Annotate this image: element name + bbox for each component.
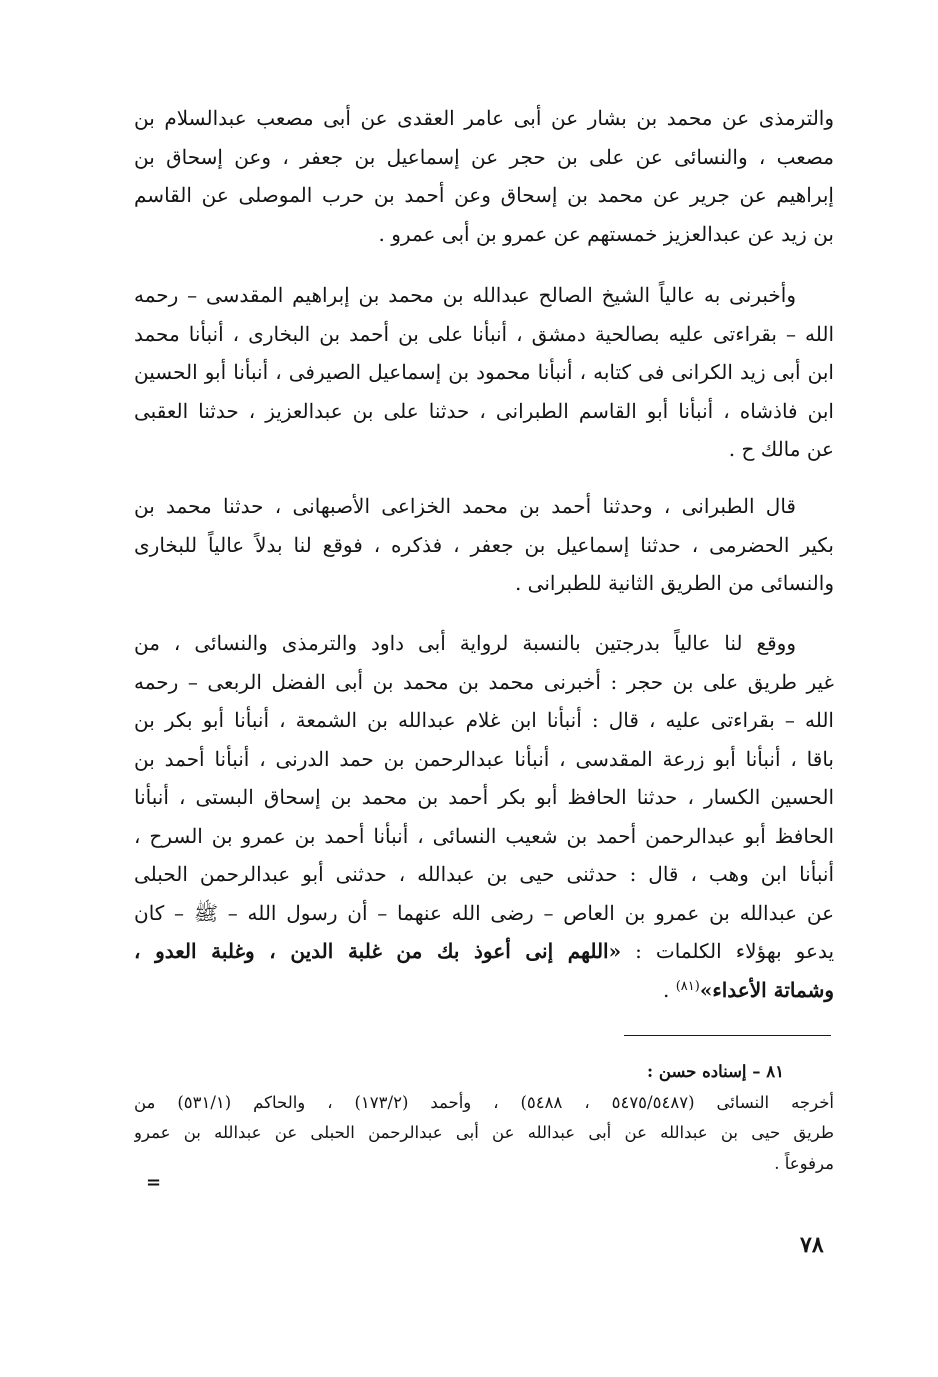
footnote-heading: ٨١ – إسناده حسن : xyxy=(647,1062,784,1081)
footnote-continuation-mark: = xyxy=(146,1172,162,1193)
text-line: وشماتة الأعداء»$^{(٨١)}$ . xyxy=(662,977,834,1002)
text-line: والترمذى عن محمد بن بشار عن أبى عامر العقدى عن أبى مصعب عبدالسلام بن xyxy=(134,106,834,130)
text-line: باقا ، أنبأنا أبو زرعة المقدسى ، أنبأنا عبدالرحمن بن حمد الدرنى ، أنبأنا أحمد بن xyxy=(134,746,834,771)
text-run: يدعو بهؤلاء الكلمات : xyxy=(635,939,834,963)
text-line: وأخبرنى به عالياً الشيخ الصالح عبدالله بن محمد بن إبراهيم المقدسى – رحمه xyxy=(134,283,796,307)
text-line: الحسين الكسار ، حدثنا الحافظ أبو بكر أحمد بن محمد بن إسحاق البستى ، أنبأنا xyxy=(134,785,834,809)
text-line: ابن أبى زيد الكرانى فى كتابه ، أنبأنا محمود بن إسماعيل الصيرفى ، أنبأنا أبو الحسين xyxy=(134,360,834,384)
text-line: أنبأنا ابن وهب ، قال : حدثنى حيى بن عبدالله ، حدثنى أبو عبدالرحمن الحبلى xyxy=(134,862,834,886)
text-line: مصعب ، والنسائى عن على بن حجر عن إسماعيل بن جعفر ، وعن إسحاق بن xyxy=(134,144,834,169)
text-line: غير طريق على بن حجر : أخبرنى محمد بن محمد بن أبى الفضل الربعى – رحمه xyxy=(134,669,834,694)
footnote-divider xyxy=(624,1035,831,1036)
text-line: عن مالك ح . xyxy=(728,437,834,461)
text-line: ووقع لنا عالياً بدرجتين بالنسبة لرواية أبى داود والترمذى والنسائى ، من xyxy=(134,631,796,655)
page-number: ٧٨ xyxy=(800,1232,824,1258)
text-line: الحافظ أبو عبدالرحمن أحمد بن شعيب النسائى ، أنبأنا أحمد بن عمرو بن السرح ، xyxy=(134,823,834,848)
hadith-quote-end: وشماتة الأعداء» xyxy=(699,977,834,1002)
paragraph-2 xyxy=(134,276,834,469)
footnote-line: طريق حيى بن عبدالله عن أبى عبدالله عن أبى عبدالرحمن الحبلى عن عبدالله بن عمرو xyxy=(134,1123,834,1142)
paragraph-4 xyxy=(134,624,834,1009)
paragraph-3 xyxy=(134,487,834,603)
footnote xyxy=(134,1057,834,1179)
text-line: بن زيد عن عبدالعزيز خمستهم عن عمرو بن أبى عمرو . xyxy=(378,221,834,246)
text-line: بكير الحضرمى ، حدثنا إسماعيل بن جعفر ، فذكره ، فوقع لنا بدلاً عالياً للبخارى xyxy=(134,532,834,557)
text-line: إبراهيم عن جرير عن محمد بن إسحاق وعن أحمد بن حرب الموصلى عن القاسم xyxy=(134,183,834,207)
text-line: قال الطبرانى ، وحدثنا أحمد بن محمد الخزاعى الأصبهانى ، حدثنا محمد بن xyxy=(134,494,796,518)
text-line: الله – بقراءتى عليه بصالحية دمشق ، أنبأنا على بن أحمد بن البخارى ، أنبأنا محمد xyxy=(134,321,834,346)
text-line: الله – بقراءتى عليه ، قال : أنبأنا ابن غلام عبدالله بن الشمعة ، أنبأنا أبو بكر بن xyxy=(134,708,834,732)
footnote-line: أخرجه النسائى (٥٤٧٥/٥٤٨٧ ، ٥٤٨٨) ، وأحمد (١٧٣/٢) ، والحاكم (٥٣١/١) من xyxy=(134,1092,834,1112)
hadith-quote: «اللهم إنى أعوذ بك من غلبة الدين ، وغلبة العدو ، xyxy=(134,939,622,963)
text-line: عن عبدالله بن عمرو بن العاص – رضى الله عنهما – أن رسول الله – ﷺ – كان xyxy=(134,900,834,925)
footnote-reference[interactable]: (٨١) xyxy=(675,978,700,994)
text-line xyxy=(134,932,834,971)
paragraph-1 xyxy=(134,99,834,253)
footnote-line: مرفوعاً . xyxy=(774,1153,834,1173)
text-line: ابن فاذشاه ، أنبأنا أبو القاسم الطبرانى ، حدثنا على بن عبدالعزيز ، حدثنا العقبى xyxy=(134,398,834,423)
text-line: والنسائى من الطريق الثانية للطبرانى . xyxy=(514,571,834,595)
